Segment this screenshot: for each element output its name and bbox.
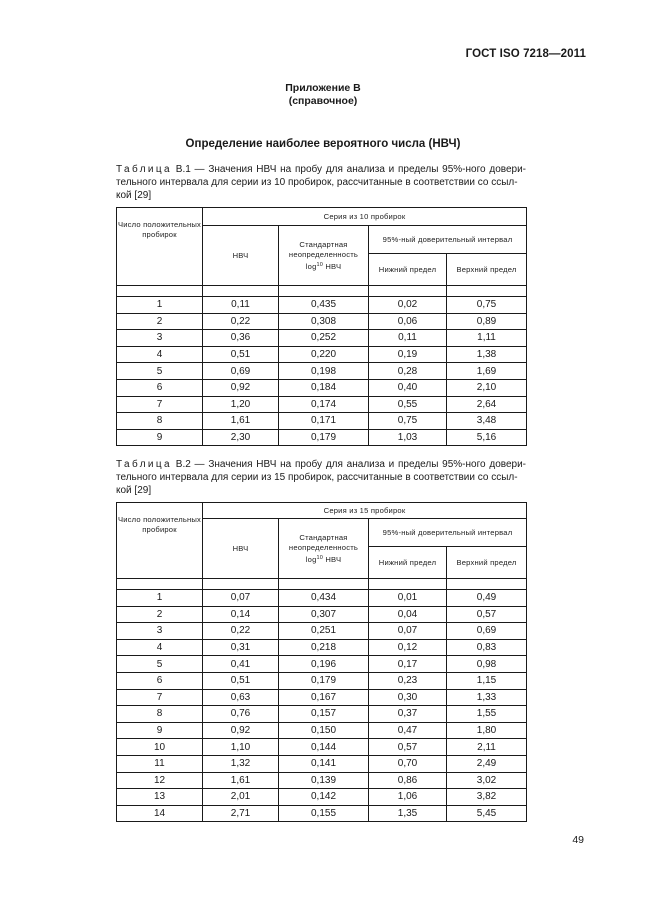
spacer-row [117,286,527,297]
header-confidence: 95%-ный доверительный интервал [369,519,527,547]
mpn-cell: 0,51 [203,346,279,363]
positive-tubes-cell: 1 [117,297,203,314]
mpn-cell: 1,32 [203,755,279,772]
positive-tubes-cell: 13 [117,789,203,806]
header-series: Серия из 15 пробирок [203,503,527,519]
table-row [117,346,527,363]
header-series: Серия из 10 пробирок [203,208,527,226]
std-uncertainty-cell: 0,155 [279,805,369,822]
std-uncertainty-cell: 0,252 [279,330,369,347]
header-std-uncertainty-label: Стандартная неопределенность [288,239,359,259]
header-positive-tubes: Число положительных пробирок [117,208,203,286]
upper-limit-cell: 2,11 [447,739,527,756]
mpn-cell: 1,61 [203,772,279,789]
mpn-cell: 0,14 [203,606,279,623]
positive-tubes-cell: 2 [117,313,203,330]
header-log-base: 10 [316,554,324,561]
std-uncertainty-cell: 0,220 [279,346,369,363]
table-row [117,706,527,723]
upper-limit-cell: 1,80 [447,722,527,739]
lower-limit-cell: 0,57 [369,739,447,756]
table2 [116,502,527,822]
std-uncertainty-cell: 0,174 [279,396,369,413]
header-log-label: log [305,261,317,271]
upper-limit-cell: 2,64 [447,396,527,413]
positive-tubes-cell: 11 [117,755,203,772]
positive-tubes-cell: 5 [117,656,203,673]
std-uncertainty-cell: 0,307 [279,606,369,623]
positive-tubes-cell: 14 [117,805,203,822]
positive-tubes-cell: 8 [117,413,203,430]
table-row [117,805,527,822]
section-title: Определение наиболее вероятного числа (НВЧ) [185,138,461,150]
lower-limit-cell: 0,70 [369,755,447,772]
lower-limit-cell: 0,30 [369,689,447,706]
lower-limit-cell: 0,86 [369,772,447,789]
upper-limit-cell: 0,57 [447,606,527,623]
positive-tubes-cell: 8 [117,706,203,723]
lower-limit-cell: 0,02 [369,297,447,314]
lower-limit-cell: 0,23 [369,672,447,689]
upper-limit-cell: 5,45 [447,805,527,822]
header-log-base: 10 [316,261,324,268]
header-log-suffix: НВЧ [323,261,342,271]
header-lower: Нижний предел [369,547,447,579]
table-row [117,639,527,656]
upper-limit-cell: 2,49 [447,755,527,772]
table-row [117,739,527,756]
positive-tubes-cell: 9 [117,722,203,739]
upper-limit-cell: 3,82 [447,789,527,806]
header-confidence: 95%-ный доверительный интервал [369,226,527,254]
header-upper: Верхний предел [447,254,527,286]
upper-limit-cell: 1,69 [447,363,527,380]
table1-caption [116,163,526,202]
lower-limit-cell: 0,17 [369,656,447,673]
std-uncertainty-cell: 0,171 [279,413,369,430]
mpn-cell: 1,61 [203,413,279,430]
lower-limit-cell: 0,40 [369,379,447,396]
table2-caption-label: Таблица [116,459,173,470]
std-uncertainty-cell: 0,198 [279,363,369,380]
lower-limit-cell: 0,01 [369,590,447,607]
upper-limit-cell: 1,33 [447,689,527,706]
mpn-cell: 2,71 [203,805,279,822]
std-uncertainty-cell: 0,308 [279,313,369,330]
upper-limit-cell: 1,55 [447,706,527,723]
positive-tubes-cell: 9 [117,429,203,446]
std-uncertainty-cell: 0,150 [279,722,369,739]
positive-tubes-cell: 6 [117,672,203,689]
positive-tubes-cell: 12 [117,772,203,789]
header-mpn: НВЧ [203,519,279,579]
mpn-cell: 0,22 [203,313,279,330]
header-std-uncertainty-label: Стандартная неопределенность [288,532,359,552]
std-uncertainty-cell: 0,139 [279,772,369,789]
header-upper: Верхний предел [447,547,527,579]
table1-caption-tail: кой [29] [116,190,152,201]
mpn-cell: 0,92 [203,379,279,396]
mpn-cell: 0,31 [203,639,279,656]
header-lower: Нижний предел [369,254,447,286]
std-uncertainty-cell: 0,251 [279,623,369,640]
upper-limit-cell: 3,02 [447,772,527,789]
lower-limit-cell: 1,35 [369,805,447,822]
table-row [117,363,527,380]
lower-limit-cell: 0,11 [369,330,447,347]
table-row [117,623,527,640]
lower-limit-cell: 1,06 [369,789,447,806]
upper-limit-cell: 2,10 [447,379,527,396]
mpn-cell: 2,01 [203,789,279,806]
std-uncertainty-cell: 0,184 [279,379,369,396]
table-row [117,672,527,689]
mpn-cell: 0,11 [203,297,279,314]
table-row [117,413,527,430]
mpn-cell: 0,69 [203,363,279,380]
positive-tubes-cell: 10 [117,739,203,756]
page-number: 49 [572,834,584,846]
upper-limit-cell: 0,49 [447,590,527,607]
lower-limit-cell: 0,55 [369,396,447,413]
std-uncertainty-cell: 0,218 [279,639,369,656]
positive-tubes-cell: 3 [117,330,203,347]
positive-tubes-cell: 3 [117,623,203,640]
mpn-cell: 1,10 [203,739,279,756]
table-row [117,789,527,806]
lower-limit-cell: 0,07 [369,623,447,640]
table-row [117,722,527,739]
lower-limit-cell: 0,06 [369,313,447,330]
positive-tubes-cell: 1 [117,590,203,607]
positive-tubes-cell: 2 [117,606,203,623]
lower-limit-cell: 0,04 [369,606,447,623]
lower-limit-cell: 0,28 [369,363,447,380]
positive-tubes-cell: 6 [117,379,203,396]
mpn-cell: 0,51 [203,672,279,689]
table2-caption-text: В.2 — Значения НВЧ на пробу для анализа и пределы 95%-ного довери-тельного интервала для серии из 15 пробирок, рассчитанные в соответствии со ссыл- [116,459,526,483]
table-row [117,297,527,314]
positive-tubes-cell: 7 [117,396,203,413]
std-uncertainty-cell: 0,196 [279,656,369,673]
lower-limit-cell: 0,47 [369,722,447,739]
upper-limit-cell: 0,75 [447,297,527,314]
header-std-uncertainty [279,519,369,579]
table-row [117,606,527,623]
upper-limit-cell: 0,89 [447,313,527,330]
upper-limit-cell: 1,11 [447,330,527,347]
table-row [117,313,527,330]
table1 [116,207,527,446]
upper-limit-cell: 0,83 [447,639,527,656]
mpn-cell: 0,63 [203,689,279,706]
std-uncertainty-cell: 0,179 [279,672,369,689]
mpn-cell: 0,92 [203,722,279,739]
table-row [117,590,527,607]
header-std-uncertainty [279,226,369,286]
mpn-cell: 0,07 [203,590,279,607]
table-row [117,755,527,772]
std-uncertainty-cell: 0,144 [279,739,369,756]
upper-limit-cell: 1,15 [447,672,527,689]
upper-limit-cell: 3,48 [447,413,527,430]
lower-limit-cell: 0,12 [369,639,447,656]
table-row [117,429,527,446]
table-row [117,396,527,413]
upper-limit-cell: 0,69 [447,623,527,640]
header-positive-tubes: Число положительных пробирок [117,503,203,579]
mpn-cell: 2,30 [203,429,279,446]
lower-limit-cell: 0,75 [369,413,447,430]
std-uncertainty-cell: 0,435 [279,297,369,314]
table-row [117,330,527,347]
mpn-cell: 0,41 [203,656,279,673]
std-uncertainty-cell: 0,142 [279,789,369,806]
header-log-label: log [305,554,317,564]
upper-limit-cell: 0,98 [447,656,527,673]
upper-limit-cell: 5,16 [447,429,527,446]
annex-subtitle: (справочное) [288,95,358,107]
table1-caption-text: В.1 — Значения НВЧ на пробу для анализа и пределы 95%-ного довери-тельного интервала для серии из 10 пробирок, рассчитанные в соответствии со ссыл- [116,164,526,188]
std-uncertainty-cell: 0,141 [279,755,369,772]
positive-tubes-cell: 4 [117,346,203,363]
table2-caption [116,458,526,497]
std-uncertainty-cell: 0,167 [279,689,369,706]
table-row [117,772,527,789]
positive-tubes-cell: 7 [117,689,203,706]
header-mpn: НВЧ [203,226,279,286]
table-row [117,689,527,706]
std-uncertainty-cell: 0,179 [279,429,369,446]
upper-limit-cell: 1,38 [447,346,527,363]
table2-caption-tail: кой [29] [116,485,152,496]
std-uncertainty-cell: 0,157 [279,706,369,723]
mpn-cell: 0,36 [203,330,279,347]
mpn-cell: 0,76 [203,706,279,723]
positive-tubes-cell: 4 [117,639,203,656]
table-row [117,379,527,396]
spacer-row [117,579,527,590]
mpn-cell: 1,20 [203,396,279,413]
table-row [117,656,527,673]
standard-code: ГОСТ ISO 7218—2011 [465,48,586,60]
annex-heading [0,82,646,108]
mpn-cell: 0,22 [203,623,279,640]
lower-limit-cell: 0,37 [369,706,447,723]
table1-caption-label: Таблица [116,164,173,175]
lower-limit-cell: 0,19 [369,346,447,363]
lower-limit-cell: 1,03 [369,429,447,446]
header-log-suffix: НВЧ [323,554,342,564]
positive-tubes-cell: 5 [117,363,203,380]
annex-title: Приложение В [285,82,361,94]
std-uncertainty-cell: 0,434 [279,590,369,607]
